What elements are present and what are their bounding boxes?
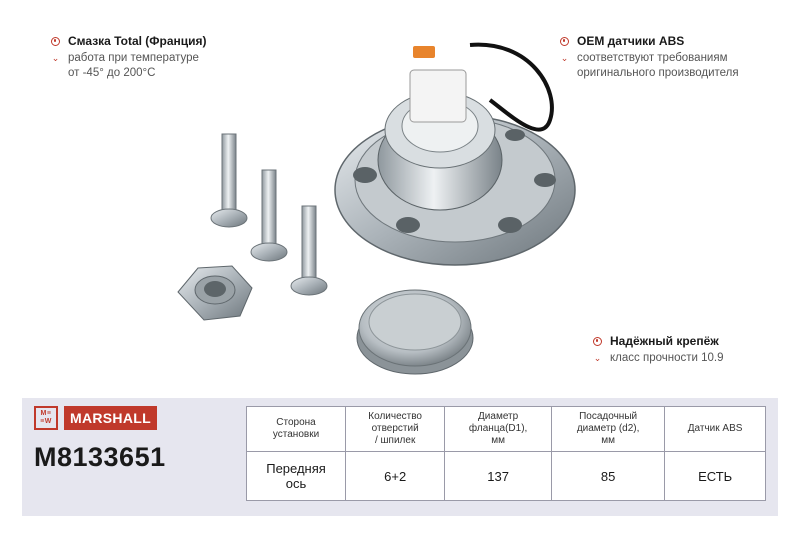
header-abs: Датчик ABS bbox=[665, 407, 766, 452]
spec-value-row bbox=[247, 452, 766, 501]
brand-name: MARSHALL bbox=[64, 406, 157, 430]
hub-nut bbox=[178, 266, 252, 320]
value-flange-diameter: 137 bbox=[445, 452, 552, 501]
header-seat-diameter: Посадочный диаметр (d2), мм bbox=[551, 407, 664, 452]
value-holes: 6+2 bbox=[346, 452, 445, 501]
chevron-down-icon: ⌄ bbox=[593, 353, 602, 363]
feature-line: оригинального производителя bbox=[577, 67, 739, 79]
spec-header-row bbox=[247, 407, 766, 452]
marshall-mark-icon: M≡ ≡W bbox=[34, 406, 58, 430]
brand-logo bbox=[34, 406, 157, 430]
value-seat-diameter: 85 bbox=[551, 452, 664, 501]
bullet-target-icon bbox=[51, 37, 60, 46]
part-number: M8133651 bbox=[34, 442, 166, 472]
bullet-target-icon bbox=[593, 337, 602, 346]
value-abs: ЕСТЬ bbox=[665, 452, 766, 501]
header-holes: Количество отверстий / шпилек bbox=[346, 407, 445, 452]
info-panel bbox=[22, 398, 778, 516]
header-flange-diameter: Диаметр фланца(D1), мм bbox=[445, 407, 552, 452]
feature-line: от -45° до 200°C bbox=[68, 67, 156, 79]
header-side: Сторона установки bbox=[247, 407, 346, 452]
feature-line: класс прочности 10.9 bbox=[610, 352, 724, 364]
dust-cap bbox=[357, 290, 473, 374]
feature-title: Смазка Total (Франция) bbox=[68, 34, 207, 48]
wheel-hub bbox=[335, 45, 575, 265]
feature-title: OEM датчики ABS bbox=[577, 34, 685, 48]
feature-title: Надёжный крепёж bbox=[610, 334, 719, 348]
feature-fasteners bbox=[593, 334, 723, 366]
spec-table bbox=[246, 406, 766, 501]
chevron-down-icon: ⌄ bbox=[560, 53, 569, 63]
value-side: Передняя ось bbox=[247, 452, 346, 501]
feature-line: работа при температуре bbox=[68, 52, 199, 64]
feature-line: соответствуют требованиям bbox=[577, 52, 728, 64]
chevron-down-icon: ⌄ bbox=[51, 53, 60, 63]
product-illustration bbox=[170, 30, 590, 390]
